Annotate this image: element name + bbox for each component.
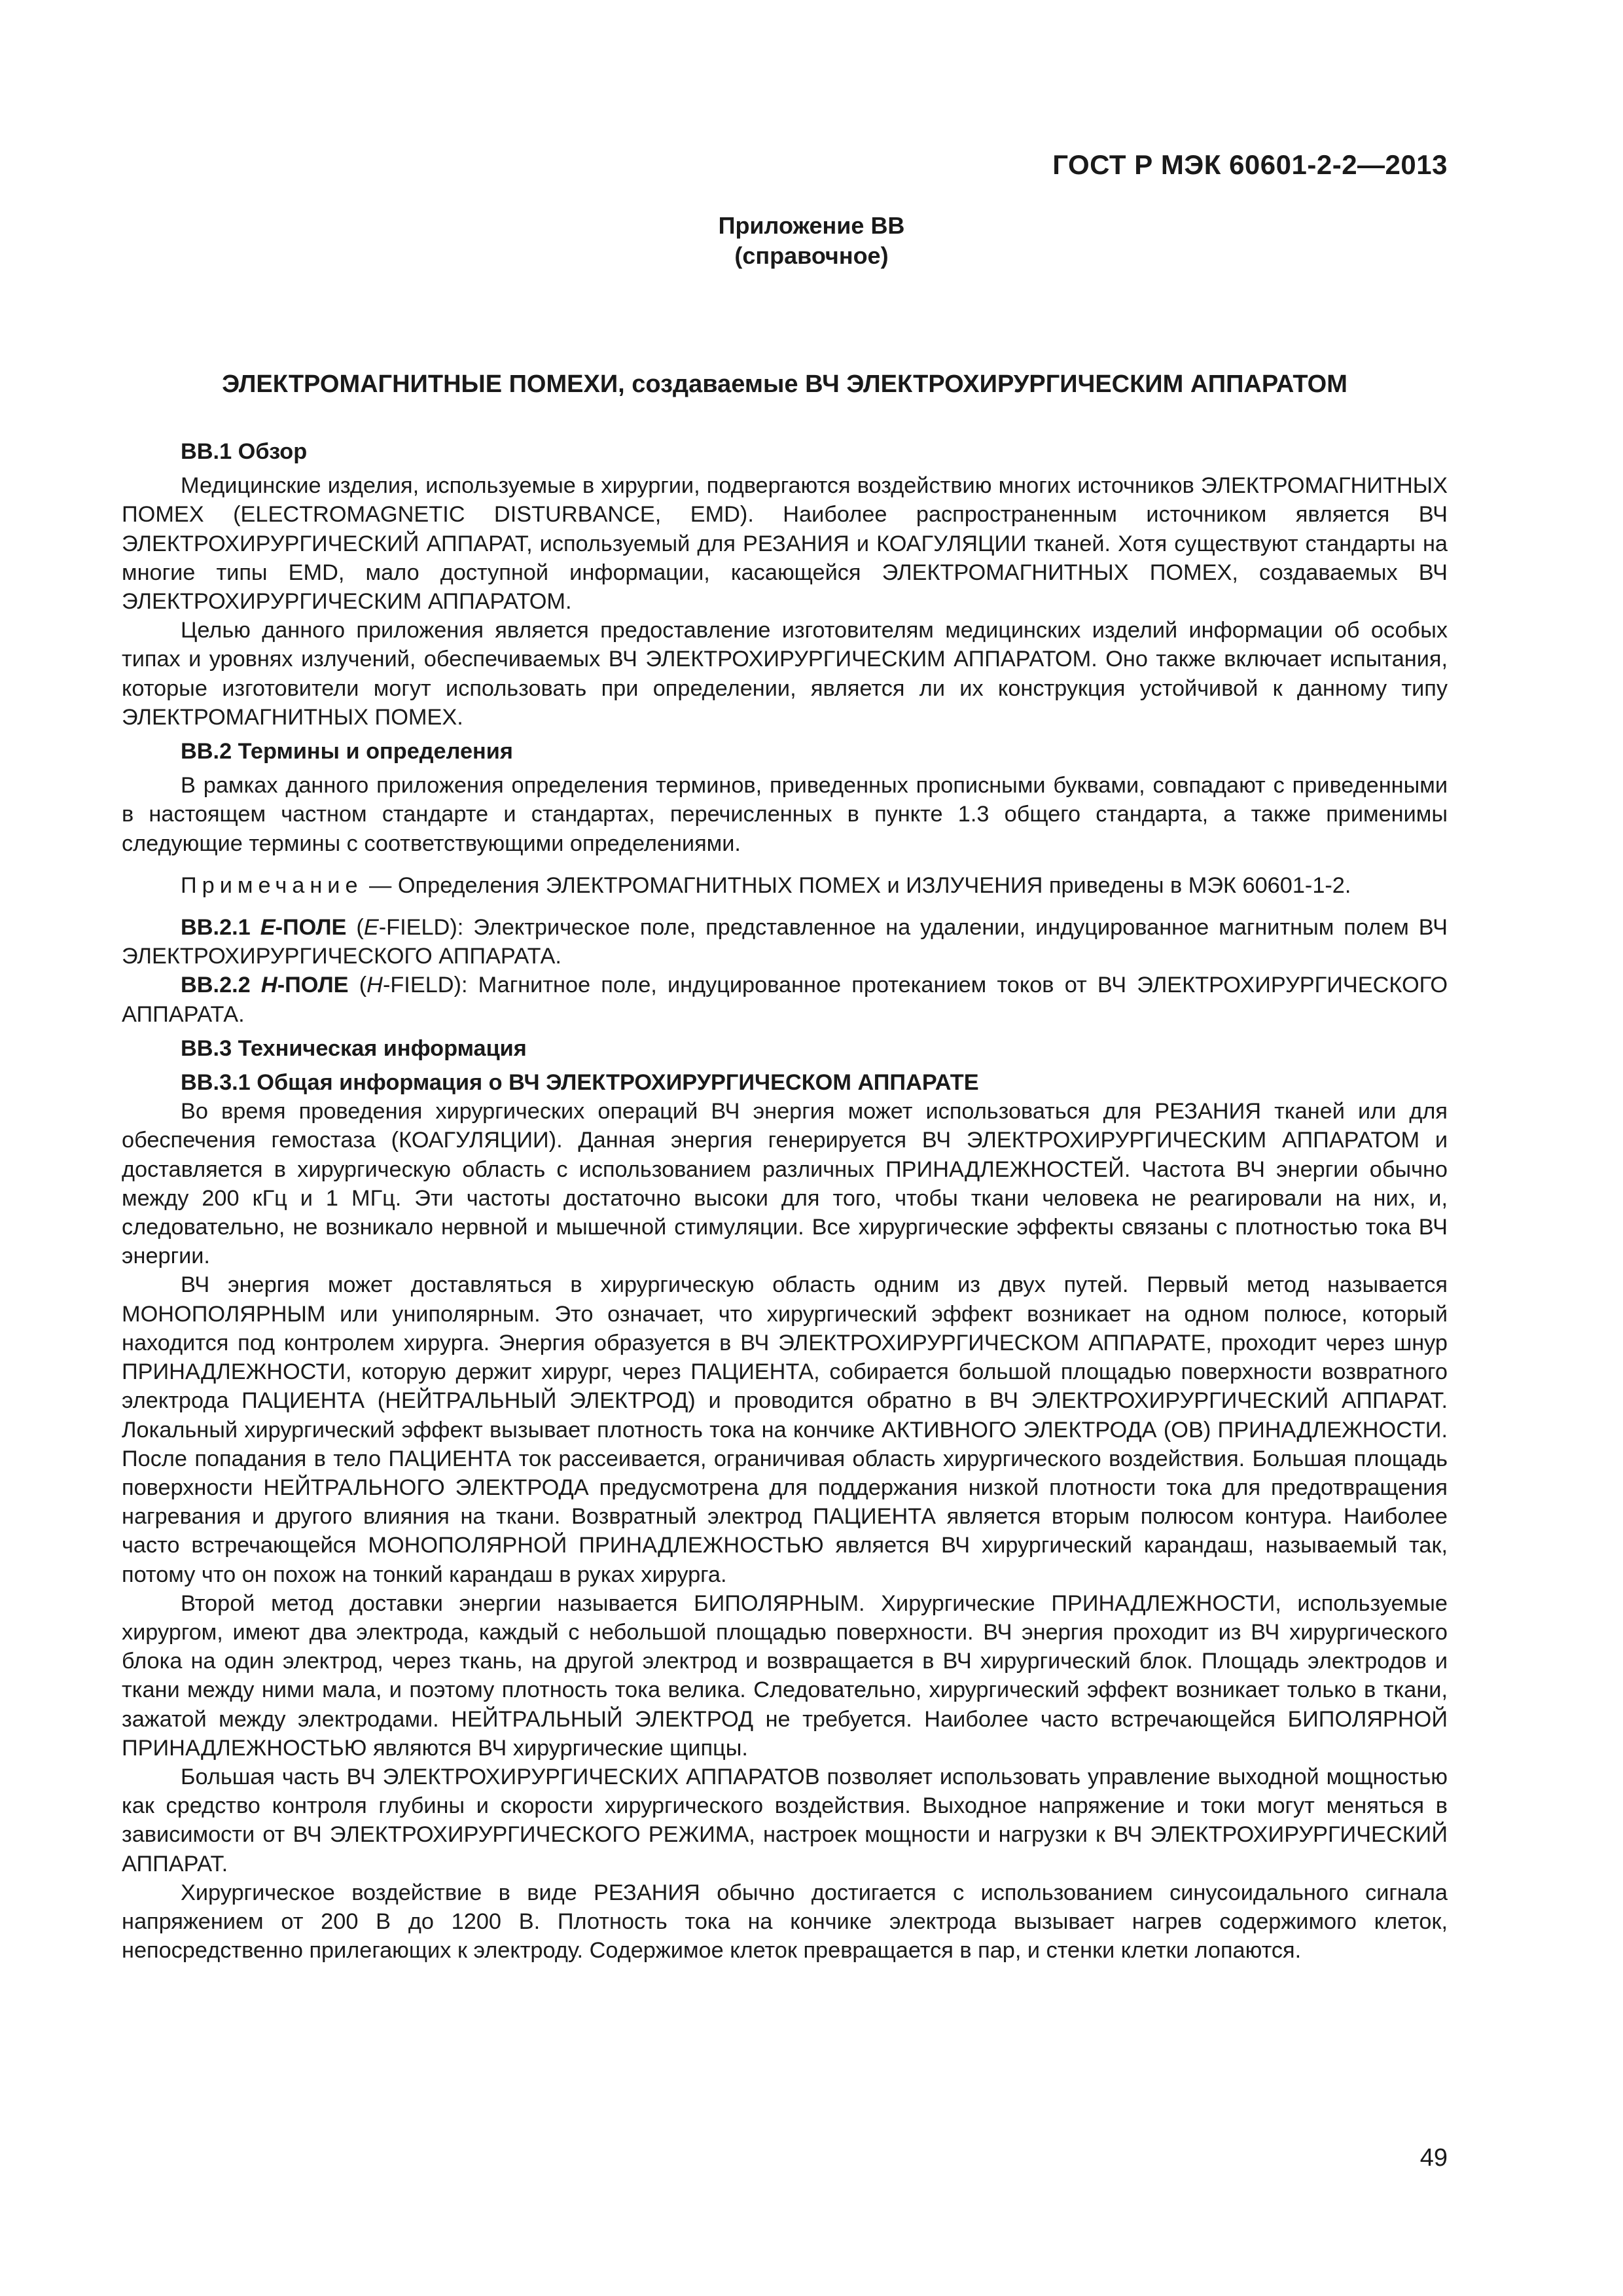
paragraph: Второй метод доставки энергии называется БИПОЛЯРНЫМ. Хирургические ПРИНАДЛЕЖНОСТИ, используемые хирургом, имеют два электрода, каждый с небольшой площадью поверхности. ВЧ энергия проходит из ВЧ хирургического блока на один электрод, через ткань, на другой электрод и возвращается в ВЧ хирургический блок. Площадь электродов и ткани между ними мала, и поэтому плотность тока велика. Следовательно, хирургический эффект возникает только в ткани, зажатой между электродами. НЕЙТРАЛЬНЫЙ ЭЛЕКТРОД не требуется. Наиболее часто встречающейся БИПОЛЯРНОЙ ПРИНАДЛЕЖНОСТЬЮ являются ВЧ хирургические щипцы. [122, 1590, 1448, 1761]
definition-text: -FIELD): Магнитное поле, индуцированное протеканием токов от ВЧ ЭЛЕКТРОХИРУРГИЧЕСКОГО АППАРАТА. [122, 973, 1448, 1027]
definition-number: ВВ.2.2 [181, 973, 261, 998]
note-text: — Определения ЭЛЕКТРОМАГНИТНЫХ ПОМЕХ и ИЗЛУЧЕНИЯ приведены в МЭК 60601-1-2. [363, 872, 1351, 898]
definition-paren-letter: H [366, 973, 383, 998]
page-number: 49 [1419, 2144, 1448, 2172]
note-label: Примечание [181, 872, 363, 898]
definition-letter: H [260, 973, 277, 998]
main-title: ЭЛЕКТРОМАГНИТНЫЕ ПОМЕХИ, создаваемые ВЧ ЭЛЕКТРОХИРУРГИЧЕСКИМ АППАРАТОМ [222, 370, 1347, 398]
note [122, 871, 1448, 900]
paragraph: Хирургическое воздействие в виде РЕЗАНИЯ обычно достигается с использованием синусоидального сигнала напряжением от 200 В до 1200 В. Плотность тока на кончике электрода вызывает нагрев содержимого клеток, непосредственно прилегающих к электроду. Содержимое клеток превращается в пар, и стенки клетки лопаются. [122, 1880, 1448, 1964]
definition-text: -FIELD): Электрическое поле, представленное на удалении, индуцированное магнитным полем ВЧ ЭЛЕКТРОХИРУРГИЧЕСКОГО АППАРАТА. [122, 915, 1448, 969]
paragraph: Медицинские изделия, используемые в хирургии, подвергаются воздействию многих источников ЭЛЕКТРОМАГНИТНЫХ ПОМЕХ (ELECTROMAGNETIC DISTURBANCE, EMD). Наиболее распространенным источником является ВЧ ЭЛЕКТРОХИРУРГИЧЕСКИЙ АППАРАТ, используемый для РЕЗАНИЯ и КОАГУЛЯЦИИ тканей. Хотя существуют стандарты на многие типы EMD, мало доступной информации, касающейся ЭЛЕКТРОМАГНИТНЫХ ПОМЕХ, создаваемых ВЧ ЭЛЕКТРОХИРУРГИЧЕСКИМ АППАРАТОМ. [122, 473, 1448, 615]
definition-paren-letter: E [363, 915, 379, 941]
annex-kind: (справочное) [734, 242, 889, 269]
section-heading-bb1: ВВ.1 Обзор [181, 439, 308, 464]
paragraph: Во время проведения хирургических операций ВЧ энергия может использоваться для РЕЗАНИЯ тканей или для обеспечения гемостаза (КОАГУЛЯЦИИ). Данная энергия генерируется ВЧ ЭЛЕКТРОХИРУРГИЧЕСКИМ АППАРАТОМ и доставляется в хирургическую область с использованием различных ПРИНАДЛЕЖНОСТЕЙ. Частота ВЧ энергии обычно между 200 кГц и 1 МГц. Эти частоты достаточно высоки для того, чтобы ткани человека не реагировали на них, и, следовательно, не возникало нервной и мышечной стимуляции. Все хирургические эффекты связаны с плотностью тока ВЧ энергии. [122, 1099, 1448, 1269]
section-heading-bb3: ВВ.3 Техническая информация [181, 1035, 527, 1061]
definition-number: ВВ.2.1 [181, 915, 260, 941]
annex-heading [0, 211, 1623, 271]
section-heading-bb2: ВВ.2 Термины и определения [181, 739, 513, 764]
definition-letter: E [260, 915, 276, 941]
document-body [122, 432, 1448, 1965]
paragraph: Большая часть ВЧ ЭЛЕКТРОХИРУРГИЧЕСКИХ АППАРАТОВ позволяет использовать управление выходной мощностью как средство контроля глубины и скорости хирургического воздействия. Выходное напряжение и токи могут меняться в зависимости от ВЧ ЭЛЕКТРОХИРУРГИЧЕСКОГО РЕЖИМА, настроек мощности и нагрузки к ВЧ ЭЛЕКТРОХИРУРГИЧЕСКИЙ АППАРАТ. [122, 1764, 1448, 1876]
annex-title: Приложение ВВ [718, 212, 905, 239]
definition-term: -ПОЛЕ [275, 915, 347, 941]
paragraph: ВЧ энергия может доставляться в хирургическую область одним из двух путей. Первый метод называется МОНОПОЛЯРНЫМ или униполярным. Это означает, что хирургический эффект возникает на одном полюсе, который находится под контролем хирурга. Энергия образуется в ВЧ ЭЛЕКТРОХИРУРГИЧЕСКОМ АППАРАТЕ, проходит через шнур ПРИНАДЛЕЖНОСТИ, которую держит хирург, через ПАЦИЕНТА, собирается большой площадью поверхности возвратного электрода ПАЦИЕНТА (НЕЙТРАЛЬНЫЙ ЭЛЕКТРОД) и проводится обратно в ВЧ ЭЛЕКТРОХИРУРГИЧЕСКИЙ АППАРАТ. Локальный хирургический эффект вызывает плотность тока на кончике АКТИВНОГО ЭЛЕКТРОДА (ОВ) ПРИНАДЛЕЖНОСТИ. После попадания в тело ПАЦИЕНТА ток рассеивается, ограничивая область хирургического воздействия. Большая площадь поверхности НЕЙТРАЛЬНОГО ЭЛЕКТРОДА предусмотрена для поддержания низкой плотности тока для предотвращения нагревания и другого влияния на ткани. Возвратный электрод ПАЦИЕНТА является вторым полюсом контура. Наиболее часто встречающейся МОНОПОЛЯРНОЙ ПРИНАДЛЕЖНОСТЬЮ является ВЧ хирургический карандаш, называемый так, потому что он похож на тонкий карандаш в руках хирурга. [122, 1272, 1448, 1587]
paragraph: В рамках данного приложения определения терминов, приведенных прописными буквами, совпадают с приведенными в настоящем частном стандарте и стандартах, перечисленных в пункте 1.3 общего стандарта, а также применимы следующие термины с соответствующими определениями. [122, 773, 1448, 856]
subsection-heading-bb31: ВВ.3.1 Общая информация о ВЧ ЭЛЕКТРОХИРУРГИЧЕСКОМ АППАРАТЕ [181, 1070, 979, 1096]
standard-code: ГОСТ Р МЭК 60601-2-2—2013 [1052, 149, 1448, 180]
definition-e-field: ВВ.2.1 E-ПОЛЕ (E-FIELD): Электрическое поле, представленное на удалении, индуцированное магнитным полем ВЧ ЭЛЕКТРОХИРУРГИЧЕСКОГО АППАРАТА. [122, 915, 1448, 969]
definition-term: -ПОЛЕ [277, 973, 349, 998]
definition-h-field: ВВ.2.2 H-ПОЛЕ (H-FIELD): Магнитное поле, индуцированное протеканием токов от ВЧ ЭЛЕКТРОХИРУРГИЧЕСКОГО АППАРАТА. [122, 973, 1448, 1027]
paragraph: Целью данного приложения является предоставление изготовителям медицинских изделий информации об особых типах и уровнях излучений, обеспечиваемых ВЧ ЭЛЕКТРОХИРУРГИЧЕСКИМ АППАРАТОМ. Оно также включает испытания, которые изготовители могут использовать при определении, является ли их конструкция устойчивой к данному типу ЭЛЕКТРОМАГНИТНЫХ ПОМЕХ. [122, 618, 1448, 730]
